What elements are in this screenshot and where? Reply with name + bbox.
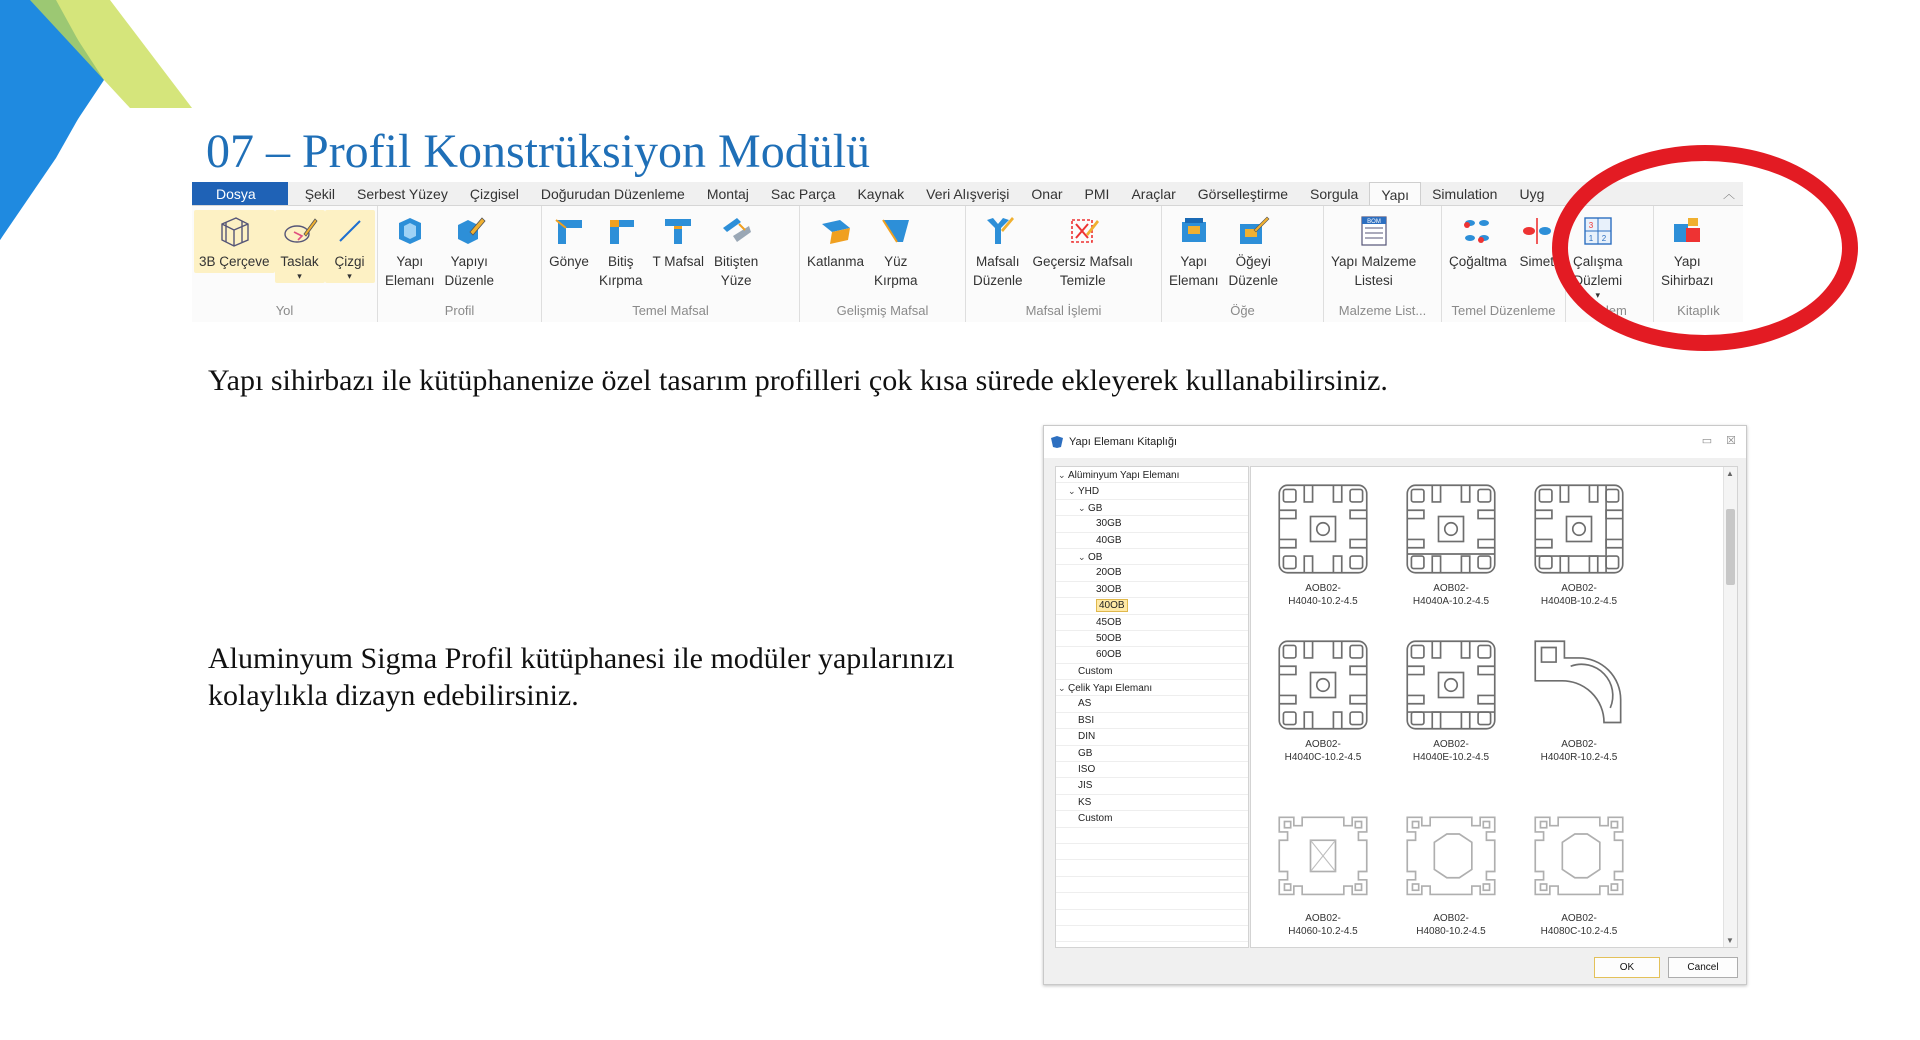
tree-node[interactable]	[1056, 828, 1248, 844]
dropdown-arrow-icon[interactable]: ▾	[1595, 290, 1601, 300]
face-trim-label: Yüz Kırpma	[874, 254, 918, 288]
bom-label: Yapı Malzeme Listesi	[1331, 254, 1417, 288]
end-to-face-button[interactable]	[709, 210, 763, 292]
fold-icon	[816, 212, 856, 250]
tree-node[interactable]	[1056, 860, 1248, 876]
fold-label: Katlanma	[807, 254, 865, 269]
sketch-button[interactable]	[275, 210, 325, 283]
profile-caption: AOB02- H4040E-10.2-4.5	[1412, 739, 1490, 763]
tab-sac-parça[interactable]: Sac Parça	[770, 186, 836, 202]
tree-node-label: Custom	[1078, 665, 1113, 677]
profile-thumbnail[interactable]	[1519, 635, 1639, 764]
profile-caption: AOB02- H4040C-10.2-4.5	[1284, 739, 1362, 763]
square-profile-a-icon	[1399, 479, 1503, 579]
tree-node[interactable]	[1056, 500, 1248, 516]
bom-icon	[1354, 212, 1394, 250]
square-profile-icon	[1271, 479, 1375, 579]
line-icon	[330, 212, 370, 250]
tree-node[interactable]	[1056, 549, 1248, 565]
group-label: Temel Düzenleme	[1451, 303, 1556, 318]
dialog-title: Yapı Elemanı Kitaplığı	[1069, 436, 1178, 448]
tree-node-label: KS	[1078, 796, 1092, 808]
edit-structure-label: Yapıyı Düzenle	[444, 254, 495, 288]
tab-çizgisel[interactable]: Çizgisel	[469, 186, 519, 202]
group-gelismis-mafsal	[800, 206, 966, 322]
group-temel-mafsal	[542, 206, 800, 322]
group-kitaplik	[1654, 206, 1743, 322]
face-trim-icon	[876, 212, 916, 250]
dropdown-arrow-icon[interactable]: ▾	[297, 271, 302, 281]
tree-node[interactable]	[1056, 565, 1248, 581]
svg-text:1: 1	[1588, 234, 1593, 243]
tree-node[interactable]	[1056, 647, 1248, 663]
tab-sorgula[interactable]: Sorgula	[1310, 186, 1359, 202]
tree-node[interactable]	[1056, 844, 1248, 860]
tree-node-label: 40OB	[1096, 599, 1128, 612]
tree-node[interactable]	[1056, 582, 1248, 598]
profile-thumbnail[interactable]	[1391, 479, 1511, 608]
tab-şekil[interactable]: Şekil	[304, 186, 336, 202]
close-icon[interactable]: ☒	[1726, 435, 1736, 447]
dialog-controls	[1702, 434, 1736, 447]
tree-node[interactable]	[1056, 696, 1248, 712]
profile-gallery	[1250, 466, 1738, 948]
profile-thumbnail[interactable]	[1391, 809, 1511, 938]
profile-thumbnail[interactable]	[1519, 809, 1639, 938]
t-joint-icon	[658, 212, 698, 250]
tab-veri-alışverişi[interactable]: Veri Alışverişi	[926, 186, 1010, 202]
tab-görselleştirme[interactable]: Görselleştirme	[1197, 186, 1289, 202]
tree-node-label: 50OB	[1096, 632, 1122, 644]
group-label: Temel Mafsal	[632, 303, 709, 318]
profile-thumbnail[interactable]	[1263, 635, 1383, 764]
tab-simulation[interactable]: Simulation	[1432, 186, 1498, 202]
tree-node-label: JIS	[1078, 780, 1093, 792]
pattern-button[interactable]	[1444, 210, 1512, 273]
expand-chevron-icon[interactable]: ⌄	[1078, 502, 1086, 513]
pattern-label: Çoğaltma	[1449, 254, 1507, 269]
tree-node-label: Custom	[1078, 813, 1113, 825]
mirror-icon	[1517, 212, 1557, 250]
end-trim-label: Bitiş Kırpma	[599, 254, 643, 288]
tree-node-label: 40GB	[1096, 534, 1122, 546]
end-to-face-label: Bitişten Yüze	[714, 254, 759, 288]
structure-wizard-label: Yapı Sihirbazı	[1661, 254, 1714, 288]
work-plane-label: Çalışma Düzlemi	[1573, 254, 1623, 288]
svg-text:BOM: BOM	[1366, 219, 1381, 225]
edit-joint-button[interactable]	[968, 210, 1028, 292]
tree-node-label: 20OB	[1096, 567, 1122, 579]
tree-node-label: 30GB	[1096, 518, 1122, 530]
edit-joint-label: Mafsalı Düzenle	[973, 254, 1023, 288]
structure-element-label: Yapı Elemanı	[1169, 254, 1219, 288]
line-button[interactable]	[325, 210, 375, 283]
gallery-scrollbar[interactable]	[1723, 467, 1737, 947]
rect-profile-80-icon	[1399, 809, 1503, 909]
tree-node[interactable]	[1056, 778, 1248, 794]
group-label: Profil	[444, 303, 475, 318]
tree-node-label: Çelik Yapı Elemanı	[1068, 683, 1153, 695]
tree-node-label: ISO	[1078, 764, 1096, 776]
clean-invalid-joint-label: Geçersiz Mafsalı Temizle	[1032, 254, 1134, 288]
tree-node[interactable]	[1056, 729, 1248, 745]
expand-chevron-icon[interactable]: ⌄	[1058, 683, 1066, 694]
tab-montaj[interactable]: Montaj	[706, 186, 749, 202]
tab-doğurudan-düzenleme[interactable]: Doğurudan Düzenleme	[540, 186, 685, 202]
work-plane-button[interactable]	[1568, 210, 1628, 302]
group-mafsal-islemi	[966, 206, 1162, 322]
profile-caption: AOB02- H4080-10.2-4.5	[1416, 913, 1486, 937]
dropdown-arrow-icon[interactable]: ▾	[347, 271, 352, 281]
expand-chevron-icon[interactable]: ⌄	[1078, 551, 1086, 562]
app-icon	[1050, 435, 1064, 449]
library-dialog	[1043, 425, 1747, 985]
tree-node-label: 30OB	[1096, 583, 1122, 595]
chevron-up-icon[interactable]: ︿	[1722, 187, 1735, 201]
rect-profile-60-icon	[1271, 809, 1375, 909]
structure-member-label: Yapı Elemanı	[385, 254, 435, 288]
profile-caption: AOB02- H4060-10.2-4.5	[1288, 913, 1358, 937]
cancel-button[interactable]: Cancel	[1668, 957, 1738, 978]
end-trim-icon	[601, 212, 641, 250]
group-label: Mafsal İşlemi	[1025, 303, 1102, 318]
tree-node-label: BSI	[1078, 714, 1095, 726]
tree-node[interactable]	[1056, 893, 1248, 909]
structure-member-icon	[390, 212, 430, 250]
t-joint-label: T Mafsal	[652, 254, 705, 269]
mirror-button[interactable]	[1512, 210, 1557, 273]
profile-caption: AOB02- H4040-10.2-4.5	[1288, 583, 1358, 607]
work-plane-icon	[1578, 212, 1618, 250]
expand-chevron-icon[interactable]: ⌄	[1058, 470, 1066, 480]
group-label: Gelişmiş Mafsal	[836, 303, 929, 318]
tab-pmi[interactable]: PMI	[1084, 186, 1110, 202]
help-icon[interactable]: ▭	[1701, 435, 1713, 447]
tree-node[interactable]	[1056, 877, 1248, 893]
ribbon-groups	[192, 206, 1743, 322]
tree-node-label: Alüminyum Yapı Elemanı	[1068, 470, 1180, 481]
svg-text:2: 2	[1601, 234, 1606, 243]
group-temel-duzenleme	[1442, 206, 1566, 322]
mirror-label: Simet	[1519, 254, 1555, 269]
end-to-face-icon	[716, 212, 756, 250]
expand-chevron-icon[interactable]: ⌄	[1068, 486, 1076, 497]
miter-icon	[549, 212, 589, 250]
group-label: Öğe	[1230, 303, 1255, 318]
edit-item-icon	[1233, 212, 1273, 250]
radius-profile-icon	[1527, 635, 1631, 735]
tree-node[interactable]	[1056, 926, 1248, 942]
tree-node[interactable]	[1056, 910, 1248, 926]
pattern-icon	[1458, 212, 1498, 250]
profile-caption: AOB02- H4040R-10.2-4.5	[1540, 739, 1618, 763]
profile-thumbnail[interactable]	[1519, 479, 1639, 608]
sketch-label: Taslak	[280, 254, 319, 269]
structure-member-button[interactable]	[380, 210, 440, 292]
miter-button[interactable]	[544, 210, 594, 273]
tree-node-label: GB	[1088, 502, 1103, 514]
library-tree	[1055, 466, 1249, 948]
structure-element-button[interactable]	[1164, 210, 1224, 292]
group-label: üzlem	[1592, 303, 1627, 318]
miter-label: Gönye	[549, 254, 589, 269]
edit-structure-button[interactable]	[440, 210, 500, 292]
tree-node[interactable]	[1056, 713, 1248, 729]
tab-dosya[interactable]: Dosya	[192, 182, 288, 205]
tab-onar[interactable]: Onar	[1031, 186, 1063, 202]
profile-caption: AOB02- H4040A-10.2-4.5	[1412, 583, 1490, 607]
tab-uyg[interactable]: Uyg	[1519, 186, 1545, 202]
tree-node[interactable]	[1056, 762, 1248, 778]
t-joint-button[interactable]	[648, 210, 710, 273]
tree-node[interactable]	[1056, 467, 1248, 483]
tab-araçlar[interactable]: Araçlar	[1131, 186, 1176, 202]
tree-node[interactable]	[1056, 795, 1248, 811]
fold-button[interactable]	[802, 210, 869, 273]
square-profile-c-icon	[1271, 635, 1375, 735]
scroll-down-icon[interactable]: ▼	[1726, 936, 1734, 945]
frame-3d-button[interactable]	[194, 210, 275, 273]
ribbon-tab-bar	[192, 182, 1743, 206]
tree-node-label: OB	[1088, 551, 1103, 563]
profile-thumbnail[interactable]	[1263, 479, 1383, 608]
square-profile-e-icon	[1399, 635, 1503, 735]
clean-invalid-joint-icon	[1063, 212, 1103, 250]
scrollbar-thumb[interactable]	[1726, 509, 1735, 585]
frame-3d-label: 3B Çerçeve	[199, 254, 270, 269]
tree-node[interactable]	[1056, 533, 1248, 549]
tree-node[interactable]	[1056, 516, 1248, 532]
tree-node[interactable]	[1056, 811, 1248, 827]
group-duzlem	[1566, 206, 1654, 322]
group-malzeme	[1324, 206, 1442, 322]
profile-thumbnail[interactable]	[1391, 635, 1511, 764]
tab-yapı[interactable]: Yapı	[1369, 182, 1421, 205]
tree-node-label: 45OB	[1096, 616, 1122, 628]
profile-caption: AOB02- H4040B-10.2-4.5	[1540, 583, 1618, 607]
body-paragraph-2: Aluminyum Sigma Profil kütüphanesi ile modüler yapılarınızı kolaylıkla dizayn edebilirsiniz.	[208, 642, 955, 712]
tree-node[interactable]	[1056, 746, 1248, 762]
tree-node[interactable]	[1056, 631, 1248, 647]
clean-invalid-joint-button[interactable]	[1028, 210, 1139, 292]
group-label: Kitaplık	[1677, 303, 1720, 318]
face-trim-button[interactable]	[869, 210, 923, 292]
group-profil	[378, 206, 542, 322]
structure-wizard-button[interactable]	[1656, 210, 1719, 292]
group-oge	[1162, 206, 1324, 322]
edit-item-button[interactable]	[1224, 210, 1284, 292]
tree-node[interactable]	[1056, 615, 1248, 631]
body-paragraph-1: Yapı sihirbazı ile kütüphanenize özel tasarım profilleri çok kısa sürede ekleyerek kullanabilirsiniz.	[208, 364, 1388, 397]
tree-node-label: GB	[1078, 747, 1093, 759]
tab-kaynak[interactable]: Kaynak	[857, 186, 905, 202]
ok-button[interactable]: OK	[1594, 957, 1660, 978]
group-label: Malzeme List...	[1338, 303, 1427, 318]
structure-element-icon	[1174, 212, 1214, 250]
bom-button[interactable]	[1326, 210, 1421, 292]
tree-node[interactable]	[1056, 598, 1248, 614]
tree-node[interactable]	[1056, 664, 1248, 680]
tab-serbest-yüzey[interactable]: Serbest Yüzey	[357, 186, 448, 202]
group-label: Yol	[275, 303, 294, 318]
structure-wizard-icon	[1667, 212, 1707, 250]
svg-text:3: 3	[1588, 221, 1593, 230]
ribbon	[192, 182, 1743, 322]
tree-node-label: YHD	[1078, 486, 1100, 498]
decorative-chevrons	[0, 0, 200, 240]
scroll-up-icon[interactable]: ▲	[1726, 469, 1734, 478]
square-profile-b-icon	[1527, 479, 1631, 579]
tree-node-label: AS	[1078, 698, 1092, 710]
edit-joint-icon	[978, 212, 1018, 250]
edit-item-label: Öğeyi Düzenle	[1228, 254, 1279, 288]
tree-node-label: 60OB	[1096, 649, 1122, 661]
frame-3d-icon	[214, 212, 254, 250]
edit-structure-icon	[449, 212, 489, 250]
page-title: 07 – Profil Konstrüksiyon Modülü	[206, 125, 871, 178]
group-yol	[192, 206, 378, 322]
end-trim-button[interactable]	[594, 210, 648, 292]
profile-caption: AOB02- H4080C-10.2-4.5	[1540, 913, 1618, 937]
sketch-icon	[280, 212, 320, 250]
profile-thumbnail[interactable]	[1263, 809, 1383, 938]
tree-node-label: DIN	[1078, 731, 1096, 743]
rect-profile-80c-icon	[1527, 809, 1631, 909]
dialog-titlebar	[1044, 426, 1746, 458]
tree-node[interactable]	[1056, 680, 1248, 696]
line-label: Çizgi	[334, 254, 365, 269]
tree-node[interactable]	[1056, 483, 1248, 499]
